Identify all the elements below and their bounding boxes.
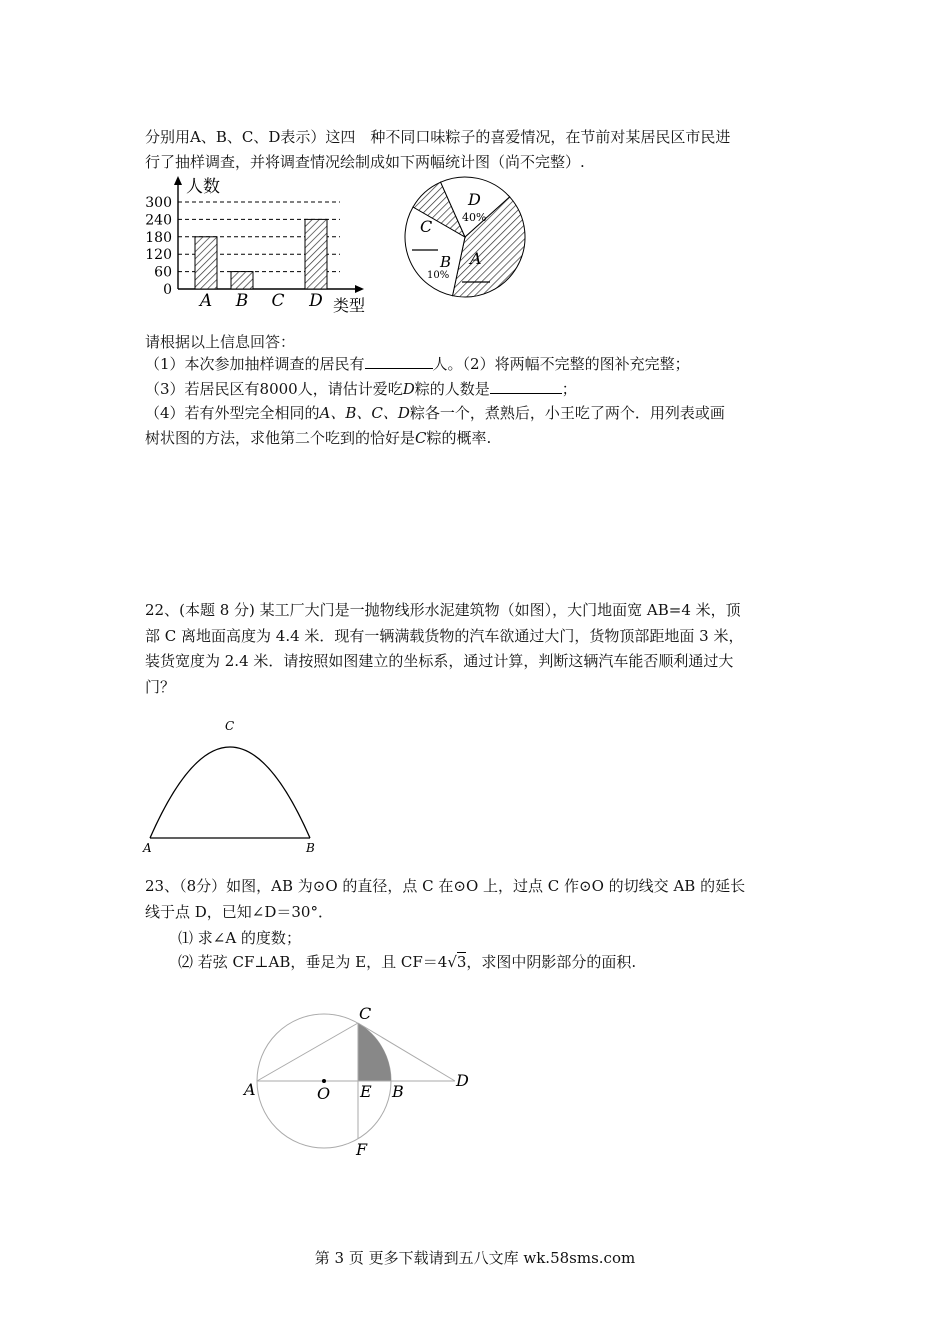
q21-part4-a: （4）若有外型完全相同的	[145, 404, 320, 422]
pie-label-d: D	[468, 190, 481, 209]
center-point	[322, 1079, 326, 1083]
label-c: C	[359, 1004, 372, 1023]
q21-part3-var: D	[402, 380, 415, 398]
q23-sub1: ⑴ 求∠A 的度数；	[178, 929, 301, 947]
label-a: A	[244, 1080, 256, 1099]
label-b: B	[392, 1082, 404, 1101]
q22-line1: 22、(本题 8 分) 某工厂大门是一抛物线形水泥建筑物（如图），大门地面宽 AB=4 米，顶	[145, 601, 741, 619]
label-e: E	[360, 1082, 372, 1101]
q22-line4: 门？	[145, 678, 176, 696]
pie-percent-b: 10%	[427, 270, 450, 281]
bar-A	[195, 237, 217, 289]
q21-part3-c: ；	[561, 380, 577, 398]
q21-part4-b: 粽各一个，煮熟后，小王吃了两个．用列表或画	[409, 404, 725, 422]
y-axis-arrow-icon	[174, 176, 182, 185]
q21-part4-d: 粽的概率.	[426, 429, 492, 447]
x-cat-B: B	[235, 291, 249, 311]
q21-part3-b: 粽的人数是	[414, 380, 490, 398]
y-axis-label: 人数	[186, 177, 220, 197]
parabola-arch	[150, 747, 310, 838]
pie-chart	[400, 172, 530, 302]
pie-label-a: A	[470, 249, 482, 268]
q21-part3	[145, 379, 577, 399]
q21-part4-vars: A、B、C、D	[319, 404, 410, 422]
q23-sub2-rad: 3	[456, 953, 467, 971]
q21-prompt: 请根据以上信息回答：	[145, 333, 296, 351]
q23-sub2-b: ，求图中阴影部分的面积.	[466, 953, 637, 971]
x-cat-C: C	[271, 291, 285, 311]
line-ac	[257, 1023, 358, 1081]
parabola-label-a: A	[143, 841, 152, 855]
y-tick-120: 120	[145, 247, 172, 264]
q21-line2: 行了抽样调查，并将调查情况绘制成如下两幅统计图（尚不完整）.	[145, 153, 585, 171]
bar-D	[305, 219, 327, 289]
q23-line1: 23、（8分）如图，AB 为⊙O 的直径，点 C 在⊙O 上，过点 C 作⊙O 的切线交 AB 的延长	[145, 877, 746, 895]
q21-blank3	[490, 379, 562, 394]
x-axis-label: 类型	[333, 296, 366, 315]
q21-part4-var: C	[415, 429, 427, 447]
label-f: F	[356, 1140, 368, 1159]
parabola-label-c: C	[225, 719, 235, 733]
y-tick-180: 180	[145, 229, 172, 246]
y-tick-240: 240	[145, 212, 172, 229]
q21-part1	[145, 354, 690, 374]
q21-blank1	[365, 354, 433, 369]
bar-B	[231, 272, 253, 289]
x-cat-A: A	[199, 291, 213, 311]
y-tick-0: 0	[163, 282, 172, 298]
q22-line2: 部 C 离地面高度为 4.4 米．现有一辆满载货物的汽车欲通过大门，货物顶部距地面 3 米，	[145, 627, 744, 645]
bar-chart	[140, 172, 380, 320]
parabola-label-b: B	[306, 841, 315, 855]
pie-label-c: C	[420, 217, 433, 236]
y-tick-300: 300	[145, 195, 172, 211]
q21-part4-line2	[145, 428, 491, 448]
q23-sub2-a: ⑵ 若弦 CF⊥AB，垂足为 E，且 CF＝4	[178, 953, 448, 971]
pie-percent-d: 40%	[462, 211, 487, 224]
q22-line3: 装货宽度为 2.4 米．请按照如图建立的坐标系，通过计算，判断这辆汽车能否顺利通过大	[145, 652, 734, 670]
q21-part1-b: 人。（2）将两幅不完整的图补充完整；	[432, 355, 690, 373]
page-footer: 第 3 页 更多下载请到五八文库 wk.58sms.com	[314, 1249, 636, 1267]
q23-sub2	[178, 952, 636, 972]
q23-line2: 线于点 D，已知∠D＝30°．	[145, 903, 333, 921]
pie-label-b: B	[440, 253, 452, 271]
q21-part3-a: （3）若居民区有8000人，请估计爱吃	[145, 380, 403, 398]
y-tick-60: 60	[154, 264, 172, 281]
circle-figure	[238, 1000, 488, 1165]
shaded-region	[358, 1023, 391, 1081]
label-o: O	[317, 1084, 331, 1103]
x-axis-arrow-icon	[355, 285, 364, 293]
q21-part1-a: （1）本次参加抽样调查的居民有	[145, 355, 365, 373]
q21-line1: 分别用A、B、C、D表示）这四 种不同口味粽子的喜爱情况，在节前对某居民区市民进	[145, 128, 731, 146]
q21-part4-line1	[145, 403, 725, 423]
x-cat-D: D	[309, 291, 323, 311]
parabola-figure	[138, 716, 328, 856]
sqrt-icon: √	[447, 953, 457, 971]
q21-part4-c: 树状图的方法，求他第二个吃到的恰好是	[145, 429, 416, 447]
label-d: D	[456, 1071, 469, 1090]
